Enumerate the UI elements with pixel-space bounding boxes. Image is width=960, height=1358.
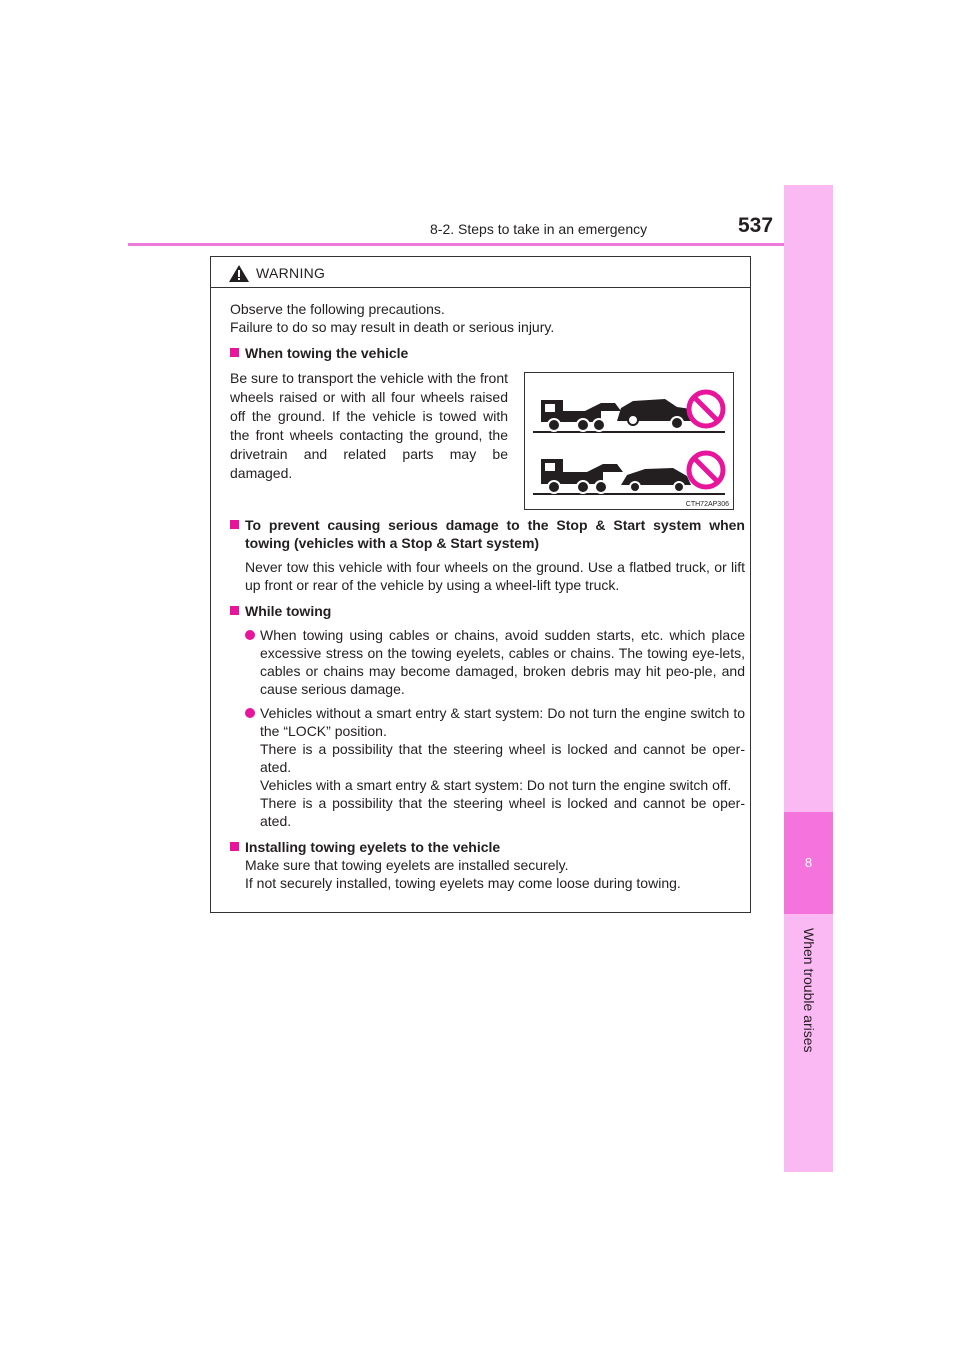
bullet-dot-icon (245, 708, 255, 718)
eyelets-line-1: Make sure that towing eyelets are installed securely. (245, 857, 569, 873)
list-item (245, 704, 745, 830)
warning-intro-1: Observe the following precautions. (230, 301, 445, 317)
warning-intro-2: Failure to do so may result in death or serious injury. (230, 319, 555, 335)
chapter-title: When trouble arises (801, 928, 817, 1053)
bullet-line: Vehicles with a smart entry & start system: Do not turn the engine switch off. (260, 777, 732, 793)
warning-body (230, 300, 745, 362)
list-item: When towing using cables or chains, avoid sudden starts, etc. which place excessive stress on the towing eyelets, cables or chains. The towing eye-lets, cables or chains may become damaged, broken debris may hit peo-ple, and cause serious damage. (245, 626, 745, 698)
towing-illustration (524, 372, 734, 510)
section-square-icon (230, 842, 239, 851)
stop-start-text: Never tow this vehicle with four wheels on the ground. Use a flatbed truck, or lift up front or rear of the vehicle by using a wheel-lift type truck. (245, 559, 745, 593)
section-square-icon (230, 520, 239, 529)
bullet-dot-icon (245, 630, 255, 640)
section-heading-while-towing: While towing (230, 602, 745, 620)
section-heading-towing: When towing the vehicle (230, 344, 745, 362)
warning-header (211, 257, 750, 288)
section-heading-eyelets: Installing towing eyelets to the vehicle (230, 838, 745, 856)
section-square-icon (230, 348, 239, 357)
bullet-line: There is a possibility that the steering wheel is locked and cannot be oper-ated. (260, 795, 745, 829)
towing-text: Be sure to transport the vehicle with the front wheels raised or with all four wheels raised off the ground. If the vehicle is towed with the front wheels contacting the ground, the drivetrain and related parts may be damaged. (230, 370, 508, 481)
warning-box (210, 256, 751, 913)
section-square-icon (230, 606, 239, 615)
section-title: 8-2. Steps to take in an emergency (430, 221, 648, 237)
figure-code: CTH72AP306 (685, 501, 729, 508)
header-rule (128, 243, 833, 246)
section-heading-stop-start: To prevent causing serious damage to the Stop & Start system when towing (vehicles with a Stop & Start system) (230, 516, 745, 552)
warning-body-lower (230, 516, 745, 892)
warning-triangle-icon (229, 265, 249, 282)
eyelets-text (230, 856, 745, 892)
eyelets-line-2: If not securely installed, towing eyelets may come loose during towing. (245, 875, 681, 891)
page-number: 537 (738, 214, 774, 237)
bullet-line: Vehicles without a smart entry & start system: Do not turn the engine switch to the “LOCK” position. (260, 705, 745, 739)
while-towing-list (230, 626, 745, 830)
tow-truck-figure (525, 373, 733, 509)
bullet-line: There is a possibility that the steering wheel is locked and cannot be oper-ated. (260, 741, 745, 775)
chapter-number: 8 (804, 855, 813, 870)
warning-label: WARNING (256, 265, 326, 281)
